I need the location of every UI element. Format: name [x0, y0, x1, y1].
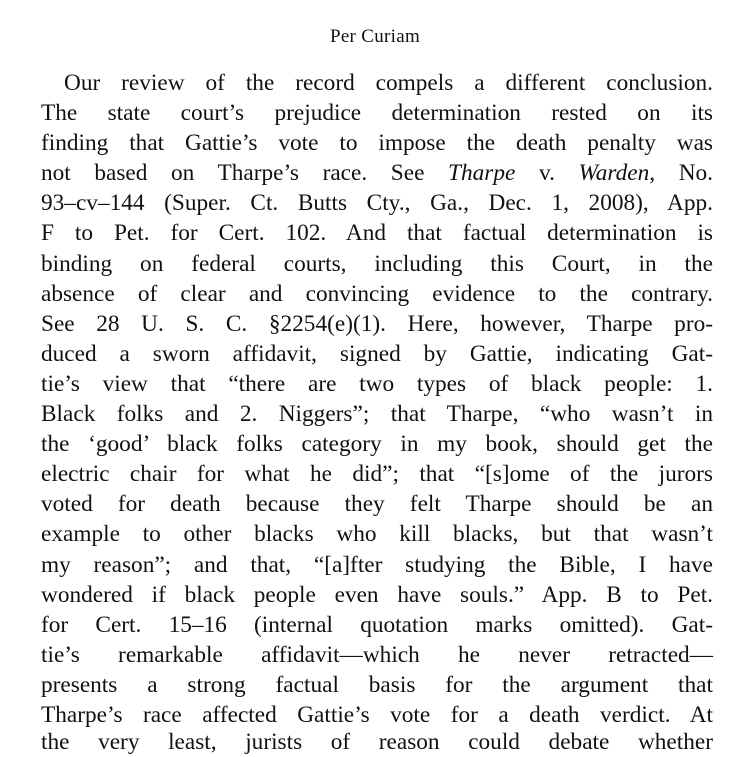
text-line — [41, 98, 713, 128]
text-segment: absence of clear and convincing evidence to the contrary. — [41, 280, 713, 307]
text-segment: tie’s remarkable affidavit—which he never retracted— — [41, 641, 713, 668]
case-name-italic: Tharpe — [448, 160, 516, 187]
text-line — [41, 489, 713, 519]
text-segment: wondered if black people even have souls.” App. B to Pet. — [41, 581, 713, 608]
text-line — [41, 279, 713, 309]
text-line — [41, 429, 713, 459]
text-segment: Our review of the record compels a different conclusion. — [64, 70, 713, 96]
text-line — [41, 249, 713, 279]
text-line — [41, 218, 713, 248]
text-segment: Black folks and 2. Niggers”; that Tharpe, “who wasn’t in — [41, 401, 713, 428]
text-segment: voted for death because they felt Tharpe should be an — [41, 491, 713, 518]
text-line — [41, 700, 713, 730]
text-line — [41, 339, 713, 369]
text-segment: finding that Gattie’s vote to impose the death penalty was — [41, 130, 713, 157]
text-line — [41, 158, 713, 188]
text-segment: electric chair for what he did”; that “[s]ome of the jurors — [41, 461, 713, 488]
text-segment: for Cert. 15–16 (internal quotation marks omitted). Gat- — [41, 611, 713, 638]
text-segment: , No. — [649, 160, 714, 187]
body-text — [41, 68, 713, 757]
text-line — [41, 640, 713, 670]
text-line — [41, 519, 713, 549]
text-segment: the ‘good’ black folks category in my book, should get the — [41, 431, 713, 458]
text-segment: The state court’s prejudice determination rested on its — [41, 100, 713, 127]
text-line — [41, 399, 713, 429]
running-head: Per Curiam — [329, 26, 421, 47]
text-line — [41, 68, 713, 98]
text-line — [41, 128, 713, 158]
text-segment: See 28 U. S. C. §2254(e)(1). Here, however, Tharpe pro- — [41, 310, 713, 337]
text-segment: the very least, jurists of reason could debate whether — [41, 729, 713, 756]
text-line — [41, 459, 713, 489]
text-line — [41, 580, 713, 610]
text-segment: 93–cv–144 (Super. Ct. Butts Cty., Ga., Dec. 1, 2008), App. — [41, 190, 713, 217]
text-segment: example to other blacks who kill blacks, but that wasn’t — [41, 521, 713, 548]
text-segment: not based on Tharpe’s race. See — [41, 160, 449, 187]
text-segment: duced a sworn affidavit, signed by Gattie, indicating Gat- — [41, 340, 713, 367]
text-line — [41, 550, 713, 580]
text-segment: my reason”; and that, “[a]fter studying the Bible, I have — [41, 551, 713, 578]
text-line — [41, 670, 713, 700]
text-segment: Tharpe’s race affected Gattie’s vote for a death verdict. At — [41, 701, 713, 728]
text-line — [41, 727, 713, 757]
text-segment: F to Pet. for Cert. 102. And that factual determination is — [41, 220, 713, 247]
text-segment: tie’s view that “there are two types of black people: 1. — [41, 370, 713, 397]
text-segment: v. — [515, 160, 579, 187]
text-line — [41, 610, 713, 640]
text-segment: binding on federal courts, including this Court, in the — [41, 250, 713, 277]
text-line — [41, 188, 713, 218]
text-segment: presents a strong factual basis for the argument that — [41, 671, 713, 698]
case-name-italic: Warden — [578, 160, 650, 187]
text-line — [41, 309, 713, 339]
text-line — [41, 369, 713, 399]
